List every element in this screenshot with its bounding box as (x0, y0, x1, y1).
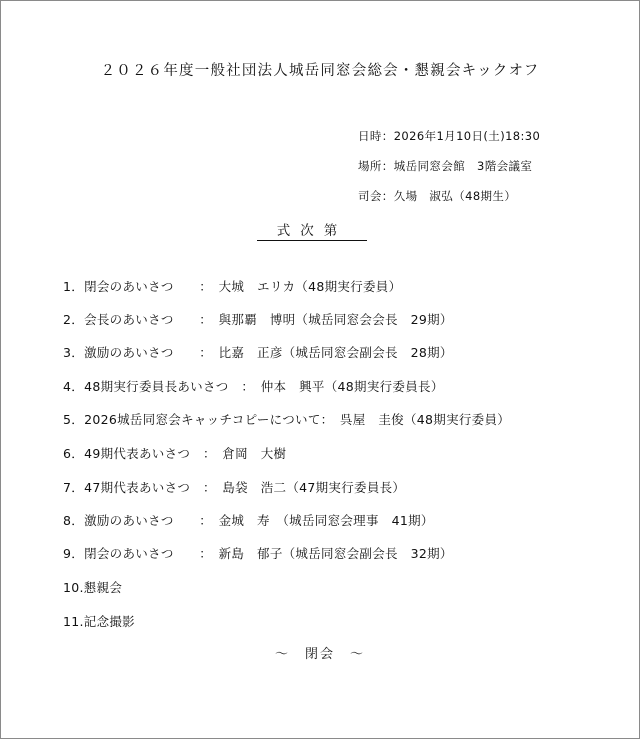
program-item-number: 8． (63, 513, 85, 528)
program-item-text: 48期実行委員長あいさつ ： 仲本 興平（48期実行委員長） (84, 379, 444, 394)
program-item-number: 1． (63, 279, 85, 294)
program-item (63, 377, 444, 395)
program-item-number: 3． (63, 345, 85, 360)
closing-text: ～ 閉会 ～ (274, 647, 365, 662)
program-item (63, 544, 453, 562)
program-item-text: 懇親会 (83, 580, 123, 595)
program-item-number: 10. (63, 580, 84, 595)
program-item (63, 478, 405, 496)
program-item (63, 578, 122, 596)
program-item (63, 444, 286, 462)
program-item-text: 閉会のあいさつ ： 大城 エリカ（48期実行委員） (84, 279, 402, 294)
program-item (63, 310, 453, 328)
program-item-text: 激励のあいさつ ： 金城 寿 （城岳同窓会理事 41期） (84, 513, 434, 528)
meta-venue: 場所：城岳同窓会館 3階会議室 (358, 159, 533, 173)
program-item-number: 6． (63, 446, 85, 461)
program-item (63, 410, 510, 428)
program-item-number: 11. (63, 614, 84, 629)
program-item-text: 激励のあいさつ ： 比嘉 正彦（城岳同窓会副会長 28期） (84, 345, 453, 360)
program-item-number: 4． (63, 379, 85, 394)
program-item-text: 記念撮影 (83, 614, 135, 629)
program-heading: 式次第 (257, 219, 367, 241)
program-item-number: 5． (63, 412, 85, 427)
meta-datetime: 日時：2026年1月10日(土)18:30 (358, 129, 541, 143)
program-item-text: 会長のあいさつ ： 與那覇 博明（城岳同窓会会長 29期） (84, 312, 453, 327)
program-item (63, 343, 453, 361)
program-item-text: 2026城岳同窓会キャッチコピーについて： 呉屋 圭俊（48期実行委員） (84, 412, 511, 427)
program-item-number: 2． (63, 312, 85, 327)
program-item-text: 閉会のあいさつ ： 新島 郁子（城岳同窓会副会長 32期） (84, 546, 453, 561)
program-item-number: 7． (63, 480, 85, 495)
document-title: ２０２６年度一般社団法人城岳同窓会総会・懇親会キックオフ (100, 63, 540, 79)
meta-mc: 司会：久場 淑弘（48期生） (358, 189, 517, 203)
program-item-text: 49期代表あいさつ ： 倉岡 大樹 (84, 446, 287, 461)
program-item-number: 9． (63, 546, 85, 561)
program-item-text: 47期代表あいさつ ： 島袋 浩二（47期実行委員長） (84, 480, 406, 495)
program-item (63, 511, 434, 529)
program-item (63, 277, 401, 295)
program-item (63, 612, 135, 630)
